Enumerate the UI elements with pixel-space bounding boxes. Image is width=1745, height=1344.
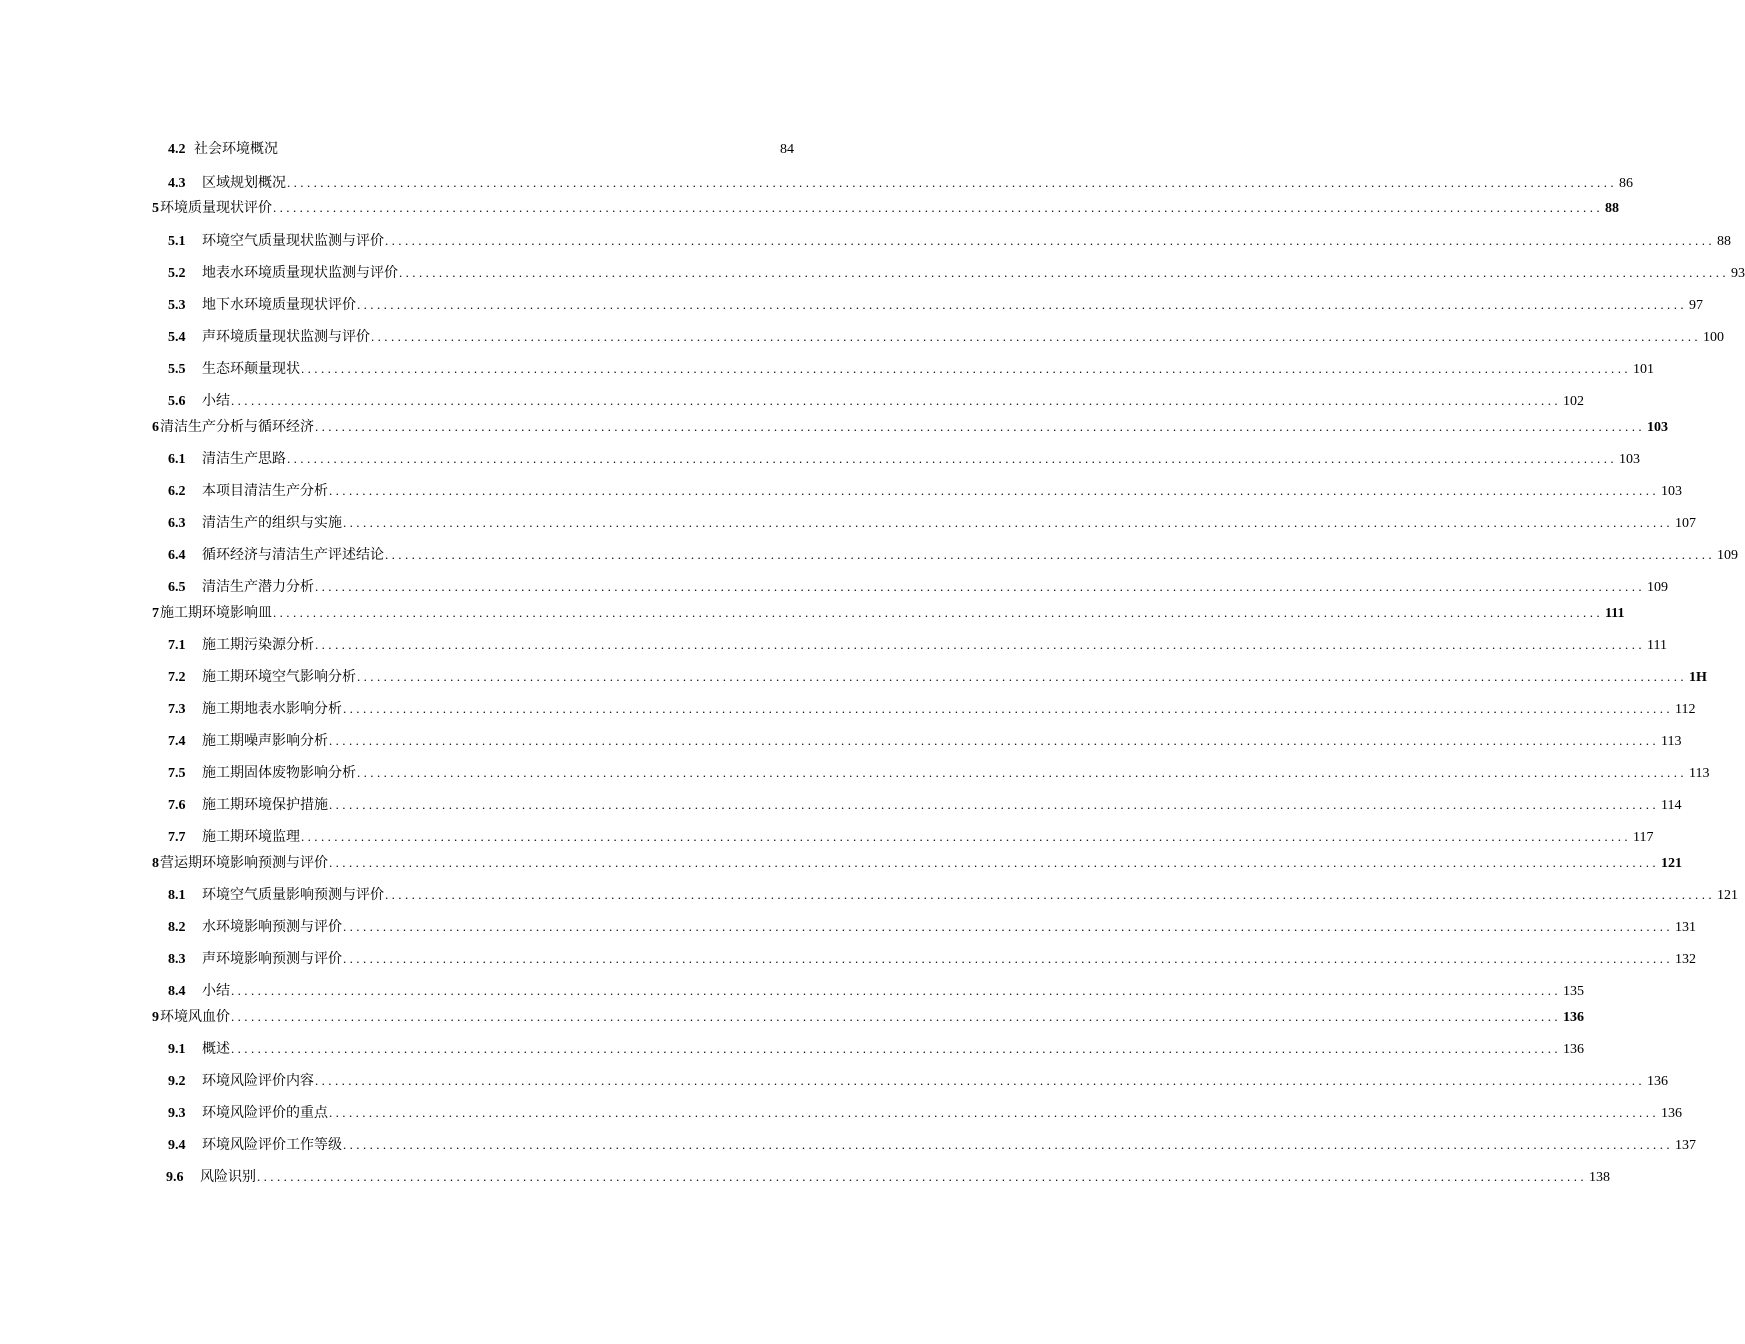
toc-section-entry[interactable] (168, 668, 1707, 686)
toc-page-number: 97 (1689, 298, 1703, 313)
toc-entry-title: 水环境影响预测与评价 (202, 919, 342, 935)
toc-chapter-entry[interactable] (152, 604, 1625, 622)
toc-entry-number: 6.5 (168, 580, 186, 595)
toc-page-number: 1H (1689, 670, 1707, 685)
toc-section-entry[interactable] (168, 764, 1710, 782)
toc-page-number: 109 (1647, 580, 1668, 595)
toc-entry-title: 清洁生产潜力分析 (202, 579, 314, 595)
toc-dot-leader: ........................................................................................................................................................................................................ (371, 329, 1701, 344)
toc-dot-leader: ........................................................................................................................................................................................................ (315, 579, 1645, 594)
toc-dot-leader: ........................................................................................................................................................................................................ (329, 797, 1659, 812)
toc-entry-number: 8.3 (168, 952, 186, 967)
toc-section-entry[interactable] (168, 232, 1731, 250)
toc-section-entry[interactable] (166, 1168, 1610, 1186)
toc-page-number: 114 (1661, 798, 1682, 813)
toc-page-number: 103 (1661, 484, 1682, 499)
toc-dot-leader: ........................................................................................................................................................................................................ (329, 483, 1659, 498)
toc-dot-leader: ........................................................................................................................................................................................................ (343, 701, 1673, 716)
toc-dot-leader: ........................................................................................................................................................................................................ (357, 765, 1687, 780)
toc-page-number: 131 (1675, 920, 1696, 935)
toc-page-number: 86 (1619, 176, 1633, 191)
toc-dot-leader: ........................................................................................................................................................................................................ (315, 1073, 1645, 1088)
toc-dot-leader: ........................................................................................................................................................................................................ (315, 419, 1645, 434)
toc-dot-leader: ........................................................................................................................................................................................................ (357, 297, 1687, 312)
toc-dot-leader: ........................................................................................................................................................................................................ (385, 233, 1715, 248)
toc-entry-number: 7.1 (168, 638, 186, 653)
toc-page-number: 107 (1675, 516, 1696, 531)
toc-entry-title: 生态环颠量现状 (202, 361, 300, 377)
toc-page-number: 136 (1647, 1074, 1668, 1089)
toc-dot-leader: ........................................................................................................................................................................................................ (343, 919, 1673, 934)
toc-entry-title: 施工期地表水影响分析 (202, 701, 342, 717)
toc-entry-title: 环境质量现状评价 (160, 200, 272, 216)
toc-page-number: 121 (1717, 888, 1738, 903)
toc-section-entry[interactable] (168, 328, 1724, 346)
toc-entry-number: 7.7 (168, 830, 186, 845)
toc-entry-title: 循环经济与清洁生产评述结论 (202, 547, 384, 563)
toc-entry-number: 5.4 (168, 330, 186, 345)
toc-entry-title: 施工期噪声影响分析 (202, 733, 328, 749)
toc-dot-leader: ........................................................................................................................................................................................................ (287, 175, 1617, 190)
toc-dot-leader: ........................................................................................................................................................................................................ (343, 515, 1673, 530)
toc-section-entry[interactable] (168, 1104, 1682, 1122)
toc-entry-title: 环境空气质量影响预测与评价 (202, 887, 384, 903)
toc-dot-leader: ........................................................................................................................................................................................................ (399, 265, 1729, 280)
toc-section-entry[interactable] (168, 950, 1696, 968)
toc-section-entry[interactable] (168, 392, 1584, 410)
toc-entry-title: 概述 (202, 1041, 230, 1057)
toc-entry-title: 声环境影响预测与评价 (202, 951, 342, 967)
toc-section-entry[interactable] (168, 732, 1682, 750)
toc-dot-leader: ........................................................................................................................................................................................................ (329, 1105, 1659, 1120)
toc-section-entry[interactable] (168, 918, 1696, 936)
toc-page-number: 136 (1563, 1042, 1584, 1057)
toc-entry-number: 6.2 (168, 484, 186, 499)
toc-dot-leader: ........................................................................................................................................................................................................ (231, 1041, 1561, 1056)
toc-entry-title: 声环境质量现状监测与评价 (202, 329, 370, 345)
toc-page-number: 84 (780, 142, 794, 157)
toc-page-number: 117 (1633, 830, 1654, 845)
toc-dot-leader: ........................................................................................................................................................................................................ (231, 1009, 1561, 1024)
toc-dot-leader: ........................................................................................................................................................................................................ (287, 451, 1617, 466)
toc-dot-leader: ........................................................................................................................................................................................................ (301, 361, 1631, 376)
toc-entry-title: 施工期污染源分析 (202, 637, 314, 653)
toc-page-number: 103 (1647, 420, 1668, 435)
toc-chapter-entry[interactable] (152, 854, 1682, 872)
toc-section-entry[interactable] (168, 886, 1738, 904)
toc-page-number: 136 (1563, 1010, 1584, 1025)
toc-entry-title: 环境风险评价工作等级 (202, 1137, 342, 1153)
toc-page-number: 93 (1731, 266, 1745, 281)
toc-entry-number: 7.4 (168, 734, 186, 749)
toc-section-entry[interactable] (168, 1072, 1668, 1090)
toc-entry-title: 环境风血价 (160, 1009, 230, 1025)
toc-entry-title: 环境空气质量现状监测与评价 (202, 233, 384, 249)
toc-entry-number: 7 (152, 606, 159, 621)
toc-dot-leader: ........................................................................................................................................................................................................ (357, 669, 1687, 684)
toc-section-entry[interactable] (168, 700, 1696, 718)
toc-page-number: 109 (1717, 548, 1738, 563)
toc-dot-leader: ........................................................................................................................................................................................................ (231, 983, 1561, 998)
toc-entry-number: 5 (152, 201, 159, 216)
toc-page-number: 132 (1675, 952, 1696, 967)
toc-section-entry[interactable] (168, 828, 1654, 846)
toc-entry-title: 清洁生产的组织与实施 (202, 515, 342, 531)
toc-entry-number: 7.6 (168, 798, 186, 813)
toc-page-number: 111 (1605, 606, 1625, 621)
toc-entry-number: 7.2 (168, 670, 186, 685)
toc-entry-title: 本项目清洁生产分析 (202, 483, 328, 499)
toc-entry-number: 7.3 (168, 702, 186, 717)
toc-entry-title: 小结 (202, 983, 230, 999)
toc-entry-title: 施工期环境影响皿 (160, 605, 272, 621)
toc-page-number: 135 (1563, 984, 1584, 999)
toc-dot-leader: ........................................................................................................................................................................................................ (257, 1169, 1587, 1184)
toc-section-entry[interactable] (168, 482, 1682, 500)
toc-entry-title: 环境风险评价内容 (202, 1073, 314, 1089)
toc-dot-leader: ........................................................................................................................................................................................................ (329, 855, 1659, 870)
toc-section-entry[interactable] (168, 360, 1654, 378)
toc-entry-title: 区域规划概况 (202, 175, 286, 191)
toc-dot-leader: ........................................................................................................................................................................................................ (343, 1137, 1673, 1152)
toc-entry-number: 4.3 (168, 176, 186, 191)
toc-section-entry[interactable] (168, 546, 1738, 564)
toc-entry-title: 营运期环境影响预测与评价 (160, 855, 328, 871)
toc-entry-number: 8 (152, 856, 159, 871)
toc-entry-title: 地表水环境质量现状监测与评价 (202, 265, 398, 281)
toc-entry-number: 7.5 (168, 766, 186, 781)
toc-entry-number: 4.2 (168, 142, 186, 157)
toc-dot-leader: ........................................................................................................................................................................................................ (343, 951, 1673, 966)
toc-entry-number: 9.2 (168, 1074, 186, 1089)
toc-dot-leader: ........................................................................................................................................................................................................ (329, 733, 1659, 748)
toc-page-number: 111 (1647, 638, 1667, 653)
toc-page-number: 100 (1703, 330, 1724, 345)
toc-page-number: 101 (1633, 362, 1654, 377)
toc-section-entry[interactable] (168, 514, 1696, 532)
toc-section-entry[interactable] (168, 982, 1584, 1000)
toc-page-number: 112 (1675, 702, 1696, 717)
toc-entry-number: 5.6 (168, 394, 186, 409)
toc-entry-title: 施工期环境保护措施 (202, 797, 328, 813)
toc-section-entry[interactable] (168, 578, 1668, 596)
toc-dot-leader: ........................................................................................................................................................................................................ (273, 200, 1603, 215)
toc-entry-title: 风险识别 (200, 1169, 256, 1185)
toc-entry-number: 9.3 (168, 1106, 186, 1121)
toc-entry-number: 9.6 (166, 1170, 184, 1185)
toc-page-number: 88 (1605, 201, 1619, 216)
toc-chapter-entry[interactable] (152, 1008, 1584, 1026)
toc-entry-title: 清洁生产思路 (202, 451, 286, 467)
toc-entry-number: 9 (152, 1010, 159, 1025)
toc-entry-number: 5.1 (168, 234, 186, 249)
toc-entry-title: 地下水环境质量现状评价 (202, 297, 356, 313)
toc-section-entry[interactable] (168, 174, 1633, 192)
toc-page-number: 113 (1661, 734, 1682, 749)
toc-section-entry[interactable] (168, 1040, 1584, 1058)
toc-entry-number: 5.2 (168, 266, 186, 281)
toc-page-number: 121 (1661, 856, 1682, 871)
toc-section-entry[interactable] (168, 1136, 1696, 1154)
toc-section-entry[interactable] (168, 450, 1640, 468)
toc-section-entry[interactable] (168, 296, 1703, 314)
toc-section-entry[interactable] (168, 796, 1682, 814)
toc-entry-number: 6.1 (168, 452, 186, 467)
toc-dot-leader: ........................................................................................................................................................................................................ (231, 393, 1561, 408)
toc-entry-number: 8.2 (168, 920, 186, 935)
toc-chapter-entry[interactable] (152, 199, 1619, 217)
toc-page-number: 103 (1619, 452, 1640, 467)
toc-entry-number: 6.4 (168, 548, 186, 563)
toc-entry-title: 施工期环境空气影响分析 (202, 669, 356, 685)
toc-entry-title: 环境风险评价的重点 (202, 1105, 328, 1121)
toc-section-entry[interactable] (168, 140, 794, 158)
toc-entry-number: 5.5 (168, 362, 186, 377)
toc-chapter-entry[interactable] (152, 418, 1668, 436)
toc-page-number: 102 (1563, 394, 1584, 409)
toc-section-entry[interactable] (168, 636, 1667, 654)
toc-page-number: 137 (1675, 1138, 1696, 1153)
toc-dot-leader: ........................................................................................................................................................................................................ (385, 887, 1715, 902)
toc-entry-title: 清洁生产分析与循环经济 (160, 419, 314, 435)
toc-entry-number: 8.1 (168, 888, 186, 903)
toc-entry-number: 9.1 (168, 1042, 186, 1057)
toc-entry-number: 5.3 (168, 298, 186, 313)
toc-entry-title: 施工期固体废物影响分析 (202, 765, 356, 781)
toc-entry-number: 8.4 (168, 984, 186, 999)
toc-entry-number: 9.4 (168, 1138, 186, 1153)
toc-dot-leader: ........................................................................................................................................................................................................ (301, 829, 1631, 844)
toc-dot-leader: ........................................................................................................................................................................................................ (315, 637, 1645, 652)
toc-dot-leader: ........................................................................................................................................................................................................ (273, 605, 1603, 620)
toc-entry-number: 6.3 (168, 516, 186, 531)
toc-entry-title: 社会环境概况 (194, 141, 278, 157)
toc-page-number: 113 (1689, 766, 1710, 781)
toc-dot-leader: ........................................................................................................................................................................................................ (385, 547, 1715, 562)
toc-section-entry[interactable] (168, 264, 1745, 282)
toc-page-number: 138 (1589, 1170, 1610, 1185)
toc-page-number: 136 (1661, 1106, 1682, 1121)
toc-page-number: 88 (1717, 234, 1731, 249)
toc-entry-title: 小结 (202, 393, 230, 409)
toc-entry-number: 6 (152, 420, 159, 435)
toc-entry-title: 施工期环境监理 (202, 829, 300, 845)
